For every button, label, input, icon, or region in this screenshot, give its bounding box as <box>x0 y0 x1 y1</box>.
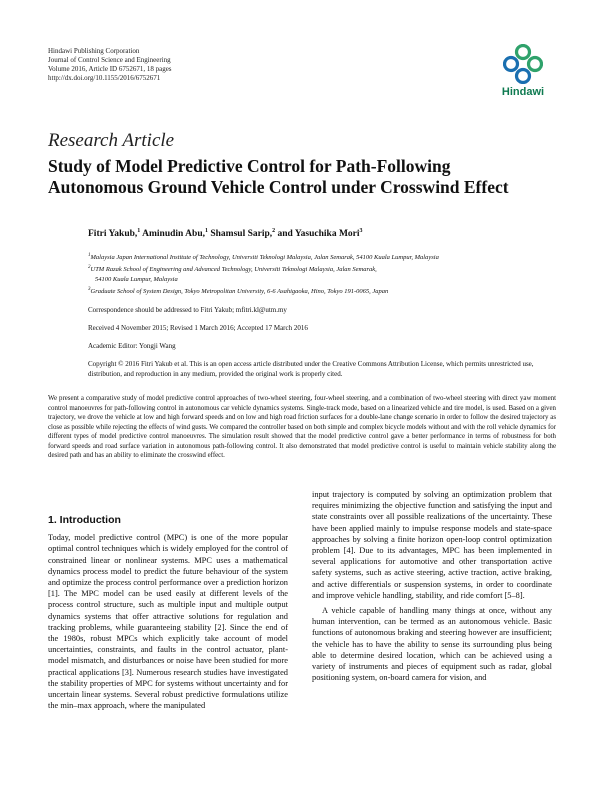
article-type: Research Article <box>48 130 175 151</box>
affiliation-text: UTM Razak School of Engineering and Advanced Technology, Universiti Teknologi Malaysia, Jalan Semarak, <box>90 266 377 274</box>
author-list <box>88 228 363 239</box>
journal-header <box>48 47 308 83</box>
affiliation <box>88 285 568 297</box>
publisher-line: Hindawi Publishing Corporation <box>48 47 140 55</box>
affiliation <box>88 263 568 275</box>
author-affiliation-mark: 1 <box>137 228 141 234</box>
paragraph: Today, model predictive control (MPC) is one of the more popular optimal control techniques which is widely employed for the control of constrained linear or nonlinear systems. MPC uses a mathematical dynamics process model to predict the future behaviour of the system and optimize the process control performance over a prediction horizon [1]. The MPC model can be used easily at different levels of the process control structure, such as multiple input and multiple output dynamics systems that offer attractive solutions for regulation and tracking problems, while guaranteeing stability [2]. Since the end of the 1980s, robust MPCs which explicitly take account of model uncertainties, constraints, and faults in the control actuator, plant-model mismatch, and disturbances or noise have been studied for more practical applications [3]. Numerous research studies have investigated the stability properties of MPC for systems without uncertainty and for uncertain linear systems. Several robust predictive formulations utilize the min–max approach, where the manipulated <box>48 533 288 711</box>
paragraph: A vehicle capable of handling many things at once, without any human intervention, can be termed as an autonomous vehicle. Basic functions of autonomous braking and steering however are insufficient; the vehicle has to have the ability to sense its surrounding plus being able to determine desired location, which can be achieved using a variety of instruments and pieces of equipment such as radar, global positioning system, on-board camera for vision, and <box>312 606 552 683</box>
author-name: and Yasuchika Mori <box>277 229 360 240</box>
doi-link[interactable]: http://dx.doi.org/10.1155/2016/6752671 <box>48 74 161 82</box>
article-title <box>48 156 558 198</box>
affiliations <box>88 251 568 297</box>
author-affiliation-mark: 3 <box>359 228 363 234</box>
title-line: Autonomous Ground Vehicle Control under Crosswind Effect <box>48 177 509 197</box>
title-line: Study of Model Predictive Control for Path-Following <box>48 156 451 176</box>
correspondence: Correspondence should be addressed to Fitri Yakub; mfitri.kl@utm.my <box>88 306 287 314</box>
left-column <box>48 515 288 711</box>
affiliation <box>88 251 568 263</box>
journal-name: Journal of Control Science and Engineering <box>48 56 171 64</box>
affiliation-text: Malaysia Japan International Institute of Technology, Universiti Teknologi Malaysia, Jalan Semarak, 54100 Kuala Lumpur, Malaysia <box>90 254 439 262</box>
author-name: Shamsul Sarip, <box>210 229 273 240</box>
author-affiliation-mark: 2 <box>272 228 276 234</box>
affiliation-mark: 1 <box>88 253 91 258</box>
abstract: We present a comparative study of model predictive control approaches of two-wheel steering, four-wheel steering, and a combination of two-wheel steering with direct yaw moment control manoeuvres for path-following control in autonomous car vehicle dynamics systems. Single-track mode, based on a linearized vehicle and tire model, is used. Based on a given trajectory, we drove the vehicle at low and high forward speeds and on low and high road friction surfaces for a double-lane change scenario in order to follow the desired trajectory as close as possible while rejecting the effects of wind gusts. We compared the controller based on both simple and complex bicycle models without and with the roll vehicle dynamics for different types of model predictive control manoeuvres. The simulation result showed that the model predictive control gave a better performance in terms of robustness for both forward speeds and road surface variation in autonomous path-following control. It also demonstrated that model predictive control is useful to maintain vehicle stability along the desired path and has an ability to eliminate the crosswind effect. <box>48 395 556 459</box>
academic-editor: Academic Editor: Yongji Wang <box>88 342 176 350</box>
paragraph: input trajectory is computed by solving an optimization problem that requires minimizing the objective function and satisfying the input and state constraints over all possible realizations of the uncertainty. These have been applied mainly to impulse response models and state-space approaches by solving a finite horizon open-loop control optimization problem [4]. Due to its advantages, MPC has been implemented in several applications for automotive and other transportation active safety systems, such as active steering, active traction, active braking, and active differentials or suspension systems, in order to coordinate and improve vehicle handling, stability, and ride comfort [5–8]. <box>312 490 552 600</box>
affiliation-text: Graduate School of System Design, Tokyo Metropolitan University, 6-6 Asahigaoka, Hino, Tokyo 191-0065, Japan <box>90 288 389 296</box>
author-name: Aminudin Abu, <box>142 229 205 240</box>
affiliation-mark: 3 <box>88 287 91 293</box>
right-column <box>312 489 552 683</box>
affiliation-mark: 2 <box>88 265 91 271</box>
hindawi-logo <box>494 44 552 104</box>
copyright-notice: Copyright © 2016 Fitri Yakub et al. This is an open access article distributed under the Creative Commons Attribution License, which permits unrestricted use, distribution, and reproduction in any medium, provided the original work is properly cited. <box>88 360 534 378</box>
hindawi-wordmark: Hindawi <box>501 86 545 98</box>
author-name: Fitri Yakub, <box>88 229 138 240</box>
volume-line: Volume 2016, Article ID 6752671, 18 pages <box>48 65 172 73</box>
affiliation-continuation: 54100 Kuala Lumpur, Malaysia <box>95 276 178 284</box>
author-affiliation-mark: 1 <box>204 228 208 234</box>
section-heading: 1. Introduction <box>48 514 121 526</box>
received-dates: Received 4 November 2015; Revised 1 March 2016; Accepted 17 March 2016 <box>88 324 308 332</box>
hindawi-rings-icon <box>503 44 543 84</box>
